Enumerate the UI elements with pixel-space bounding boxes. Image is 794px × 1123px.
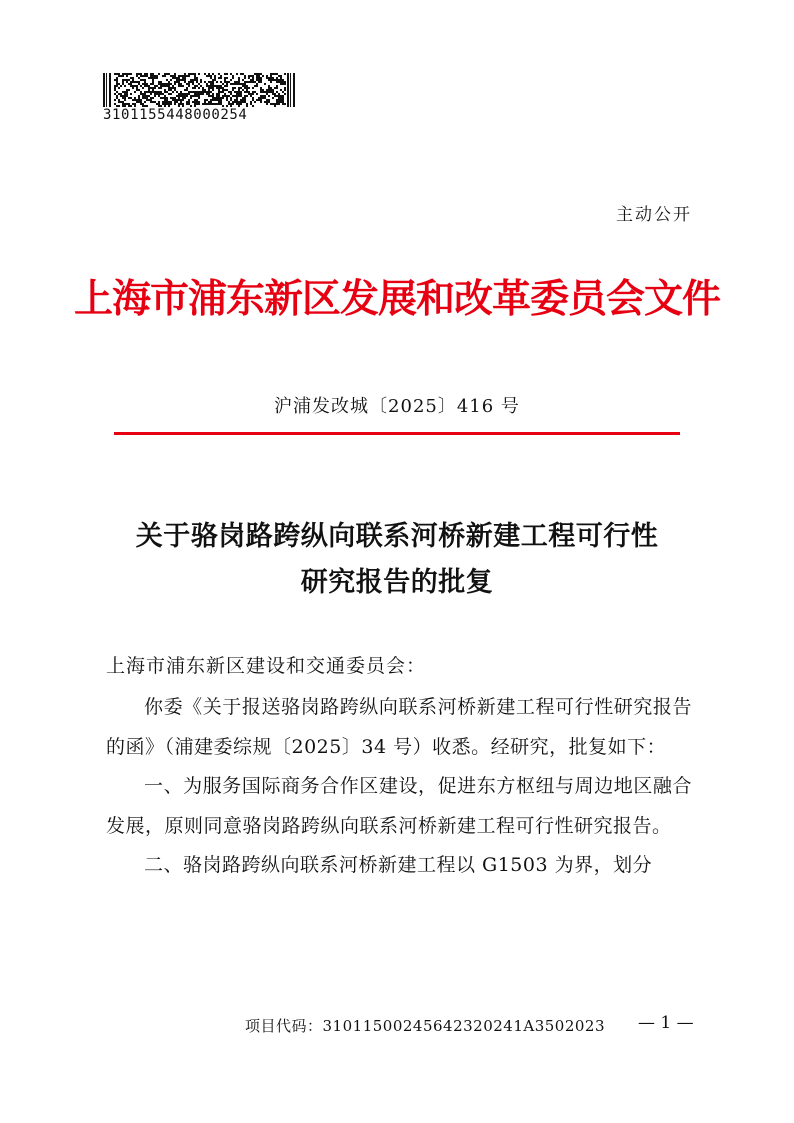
project-code-label: 项目代码： [245, 1017, 323, 1035]
issuer-header: 上海市浦东新区发展和改革委员会文件 [73, 276, 720, 322]
paragraph: 二、骆岗路跨纵向联系河桥新建工程以 G1503 为界，划分 [144, 854, 653, 876]
title-line-2: 研究报告的批复 [300, 567, 494, 598]
barcode-icon [103, 73, 295, 107]
project-code-value: 31011500245642320241A3502023 [322, 1017, 606, 1035]
body-text [106, 688, 692, 886]
page-number: — 1 — [638, 1013, 694, 1033]
red-divider [114, 432, 680, 435]
document-number: 沪浦发改城〔2025〕416 号 [274, 396, 520, 417]
document-title [0, 514, 794, 606]
project-code [245, 1015, 605, 1036]
disclosure-label: 主动公开 [616, 205, 692, 225]
barcode-number: 3101155448000254 [103, 107, 248, 123]
title-line-1: 关于骆岗路跨纵向联系河桥新建工程可行性 [135, 521, 659, 552]
recipient: 上海市浦东新区建设和交通委员会： [106, 655, 427, 677]
paragraph: 你委《关于报送骆岗路跨纵向联系河桥新建工程可行性研究报告的函》（浦建委综规〔2025〕34 号）收悉。经研究，批复如下： [106, 696, 692, 758]
paragraph: 一、为服务国际商务合作区建设，促进东方枢纽与周边地区融合发展，原则同意骆岗路跨纵向联系河桥新建工程可行性研究报告。 [106, 775, 692, 837]
